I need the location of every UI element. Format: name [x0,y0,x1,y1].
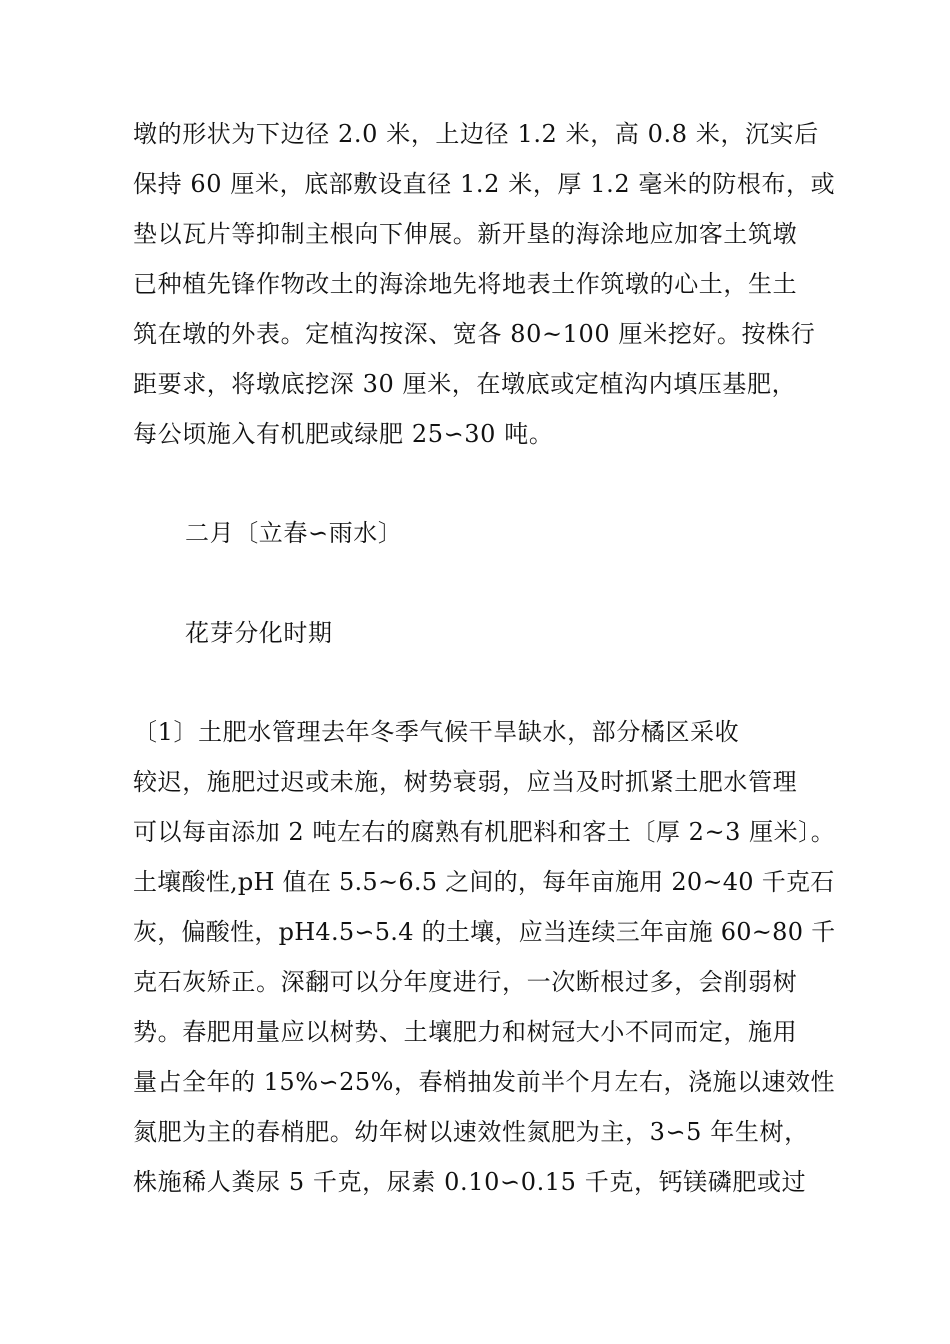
paragraph-1-line-4: 已种植先锋作物改土的海涂地先将地表土作筑墩的心土，生土 [133,270,798,298]
paragraph-2-line-2: 较迟，施肥过迟或未施，树势衰弱，应当及时抓紧土肥水管理 [133,768,798,796]
paragraph-1-line-2: 保持 60 厘米，底部敷设直径 1.2 米，厚 1.2 毫米的防根布，或 [133,170,836,198]
paragraph-2-line-6: 克石灰矫正。深翻可以分年度进行，一次断根过多，会削弱树 [133,968,798,996]
paragraph-2-line-3: 可以每亩添加 2 吨左右的腐熟有机肥料和客土〔厚 2~3 厘米〕。 [133,818,836,846]
paragraph-1-line-5: 筑在墩的外表。定植沟按深、宽各 80~100 厘米挖好。按株行 [133,320,816,348]
paragraph-2-line-10: 株施稀人粪尿 5 千克，尿素 0.10∽0.15 千克，钙镁磷肥或过 [133,1168,807,1196]
paragraph-1-line-3: 垫以瓦片等抑制主根向下伸展。新开垦的海涂地应加客土筑墩 [133,220,798,248]
paragraph-2-line-8: 量占全年的 15%∽25%，春梢抽发前半个月左右，浇施以速效性 [133,1068,836,1096]
paragraph-2-line-9: 氮肥为主的春梢肥。幼年树以速效性氮肥为主，3∽5 年生树， [133,1118,809,1146]
heading-stage: 花芽分化时期 [185,619,333,647]
paragraph-2-line-1: 〔1〕土肥水管理去年冬季气候干旱缺水，部分橘区采收 [133,718,740,746]
paragraph-2-line-5: 灰，偏酸性，pH4.5∽5.4 的土壤，应当连续三年亩施 60~80 千 [133,918,836,946]
paragraph-2-line-7: 势。春肥用量应以树势、土壤肥力和树冠大小不同而定，施用 [133,1018,798,1046]
heading-month: 二月〔立春∽雨水〕 [185,519,403,547]
paragraph-1-line-6: 距要求，将墩底挖深 30 厘米，在墩底或定植沟内填压基肥， [133,370,797,398]
paragraph-1-line-1: 墩的形状为下边径 2.0 米，上边径 1.2 米，高 0.8 米，沉实后 [133,120,819,148]
paragraph-2-line-4: 土壤酸性,pH 值在 5.5~6.5 之间的，每年亩施用 20~40 千克石 [133,868,835,896]
paragraph-1-line-7: 每公顷施入有机肥或绿肥 25∽30 吨。 [133,420,554,448]
